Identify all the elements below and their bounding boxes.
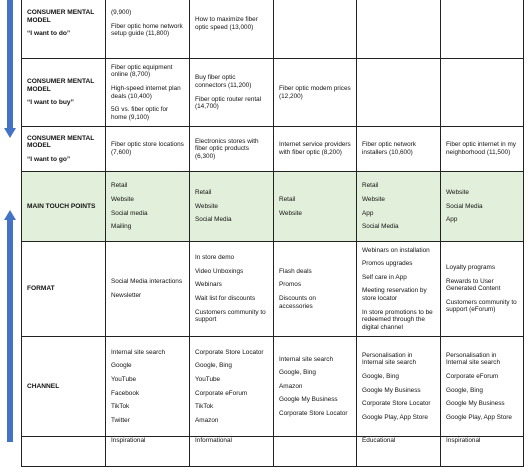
- table-cell: [190, 59, 274, 127]
- cell-item: Fiber optic network installers (10,600): [362, 141, 416, 156]
- cell-item: Fiber optic home network setup guide (11,800): [111, 22, 183, 38]
- table-cell: [274, 242, 357, 337]
- cell-item: Corporate Store Locator: [279, 409, 348, 417]
- cell-item: Inspirational: [446, 437, 481, 444]
- cell-item: TikTok: [111, 403, 130, 411]
- row-header: [22, 59, 106, 127]
- cell-item: App: [446, 216, 458, 224]
- cell-item: High-speed internet plan deals (10,400): [111, 84, 181, 100]
- cell-item: Educational: [362, 437, 396, 444]
- cell-item: Google Play, App Store: [446, 413, 512, 421]
- cell-item: Twitter: [111, 416, 130, 424]
- cell-item: Inspirational: [111, 437, 146, 444]
- table-cell: [441, 242, 524, 337]
- cell-item: Promos upgrades: [362, 260, 413, 268]
- cell-item: Retail: [111, 182, 128, 190]
- cell-item: Wait list for discounts: [195, 295, 256, 302]
- cell-item: Loyalty programs: [446, 264, 496, 272]
- table-cell: [441, 437, 524, 467]
- table-cell: [357, 0, 441, 59]
- cell-item: Internet service providers with fiber optic (8,200): [279, 141, 351, 156]
- cell-item: In store promotions to be redeemed through the digital channel: [362, 308, 433, 331]
- arrow-down-shaft: [7, 0, 13, 130]
- cell-item: Google Play, App Store: [362, 413, 428, 421]
- cell-item: Personalisation in Internal site search: [362, 351, 416, 367]
- table-cell: [274, 59, 357, 127]
- cell-item: Webinars on installation: [362, 246, 430, 254]
- row-title: CHANNEL: [27, 382, 60, 390]
- row-header: [22, 437, 106, 467]
- arrow-down-icon: [4, 0, 16, 140]
- table-cell: [441, 0, 524, 59]
- row-subtitle: “I want to go”: [27, 155, 71, 163]
- cell-item: Website: [279, 209, 302, 217]
- cell-item: Fiber optic internet in my neighborhood (11,500): [446, 141, 516, 156]
- arrow-down-tip: [4, 128, 16, 138]
- cell-item: Customers community to support: [195, 308, 266, 324]
- cell-item: Google, Bing: [279, 369, 316, 377]
- table-cell: [106, 437, 190, 467]
- customer-journey-table: [21, 0, 524, 467]
- row-title: CONSUMER MENTAL MODEL: [27, 9, 95, 24]
- cell-item: Google, Bing: [362, 372, 399, 380]
- row-header: [22, 337, 106, 437]
- cell-item: Corporate eForum: [195, 389, 248, 397]
- cell-item: Self care in App: [362, 273, 407, 281]
- table-cell: [106, 59, 190, 127]
- cell-item: Facebook: [111, 389, 140, 397]
- cell-item: Retail: [279, 195, 296, 203]
- row-subtitle: “I want to do”: [27, 30, 71, 38]
- cell-item: Fiber optic router rental (14,700): [195, 95, 262, 111]
- cell-item: Social Media: [362, 223, 399, 231]
- cell-item: Website: [111, 195, 134, 203]
- row-touch-points: [22, 172, 524, 242]
- table-cell: [274, 337, 357, 437]
- cell-item: Newsletter: [111, 292, 142, 299]
- cell-item: Fiber optic modem prices (12,200): [279, 84, 351, 100]
- table-cell: [441, 337, 524, 437]
- table-cell: [190, 242, 274, 337]
- table-cell: [106, 337, 190, 437]
- cell-item: Customers community to support (eForum): [446, 298, 517, 314]
- table-cell: [357, 337, 441, 437]
- row-want-to-buy: [22, 59, 524, 127]
- table-cell: [190, 0, 274, 59]
- cell-item: Electronics stores with fiber optic products (6,300): [195, 137, 259, 160]
- row-want-to-go: [22, 127, 524, 172]
- cell-item: 5G vs. fiber optic for home (9,100): [111, 106, 169, 121]
- cell-item: (9,900): [111, 9, 132, 17]
- table-cell: [274, 437, 357, 467]
- cell-item: Promos: [279, 281, 302, 289]
- cell-item: Website: [446, 189, 469, 197]
- cell-item: YouTube: [111, 375, 137, 383]
- cell-item: Rewards to User Generated Content: [446, 277, 501, 293]
- cell-item: Mailing: [111, 223, 132, 231]
- table-cell: [441, 127, 524, 172]
- cell-item: Social Media: [446, 202, 483, 210]
- row-title: FORMAT: [27, 285, 55, 293]
- row-title: CONSUMER MENTAL MODEL: [27, 134, 95, 150]
- table-cell: [106, 172, 190, 242]
- row-channel: [22, 337, 524, 437]
- cell-item: Internal site search: [279, 355, 333, 363]
- cell-item: Social media: [111, 209, 148, 217]
- table-cell: [274, 0, 357, 59]
- table-cell: [106, 127, 190, 172]
- table-cell: [190, 127, 274, 172]
- row-header: [22, 0, 106, 59]
- table-cell: [106, 242, 190, 337]
- cell-item: Google, Bing: [446, 386, 483, 394]
- cell-item: Social Media interactions: [111, 278, 183, 286]
- cell-item: App: [362, 209, 374, 217]
- row-header: [22, 242, 106, 337]
- table-cell: [190, 172, 274, 242]
- table-cell: [190, 437, 274, 467]
- cell-item: Internal site search: [111, 348, 165, 356]
- table-cell: [106, 0, 190, 59]
- cell-item: Website: [195, 202, 218, 210]
- table-cell: [357, 59, 441, 127]
- cell-item: Google, Bing: [195, 362, 232, 370]
- cell-item: Fiber optic equipment online (8,700): [111, 63, 173, 79]
- arrow-up-tip: [4, 210, 16, 220]
- cell-item: Personalisation in Internal site search: [446, 351, 500, 367]
- row-want-to-do: [22, 0, 524, 59]
- cell-item: Retail: [195, 189, 212, 197]
- arrow-up-shaft: [7, 220, 13, 442]
- table-cell: [441, 172, 524, 242]
- cell-item: How to maximize fiber optic speed (13,000): [195, 15, 258, 31]
- cell-item: Google My Business: [279, 396, 338, 404]
- cell-item: Google: [111, 362, 132, 370]
- table-cell: [274, 127, 357, 172]
- cell-item: TikTok: [195, 403, 214, 411]
- row-format: [22, 242, 524, 337]
- cell-item: Corporate Store Locator: [362, 400, 431, 408]
- cell-item: Informational: [195, 437, 232, 444]
- table-cell: [190, 337, 274, 437]
- cell-item: Social Media: [195, 216, 232, 224]
- cell-item: Fiber optic store locations (7,600): [111, 141, 184, 156]
- table-cell: [357, 172, 441, 242]
- cell-item: YouTube: [195, 375, 221, 383]
- row-subtitle: “I want to buy”: [27, 99, 74, 107]
- row-title: MAIN TOUCH POINTS: [27, 202, 96, 210]
- cell-item: Corporate Store Locator: [195, 348, 264, 356]
- table-cell: [357, 437, 441, 467]
- cell-item: Flash deals: [279, 267, 312, 275]
- cell-item: Google My Business: [446, 400, 505, 408]
- table-cell: [357, 242, 441, 337]
- cell-item: In store demo: [195, 254, 235, 262]
- row-title: CONSUMER MENTAL MODEL: [27, 78, 95, 93]
- cell-item: Video Unboxings: [195, 267, 244, 275]
- cell-item: Corporate eForum: [446, 372, 499, 380]
- cell-item: Meeting reservation by store locator: [362, 287, 427, 302]
- arrow-up-icon: [4, 210, 16, 442]
- cell-item: Google My Business: [362, 386, 421, 394]
- cell-item: Amazon: [195, 416, 219, 424]
- table-cell: [357, 127, 441, 172]
- cell-item: Amazon: [279, 382, 303, 390]
- row-next: [22, 437, 524, 467]
- row-header: [22, 127, 106, 172]
- row-header: [22, 172, 106, 242]
- cell-item: Buy fiber optic connectors (11,200): [195, 74, 252, 89]
- cell-item: Webinars: [195, 281, 222, 289]
- table-cell: [274, 172, 357, 242]
- cell-item: Retail: [362, 182, 379, 190]
- table-cell: [441, 59, 524, 127]
- cell-item: Discounts on accessories: [279, 295, 316, 310]
- cell-item: Website: [362, 195, 385, 203]
